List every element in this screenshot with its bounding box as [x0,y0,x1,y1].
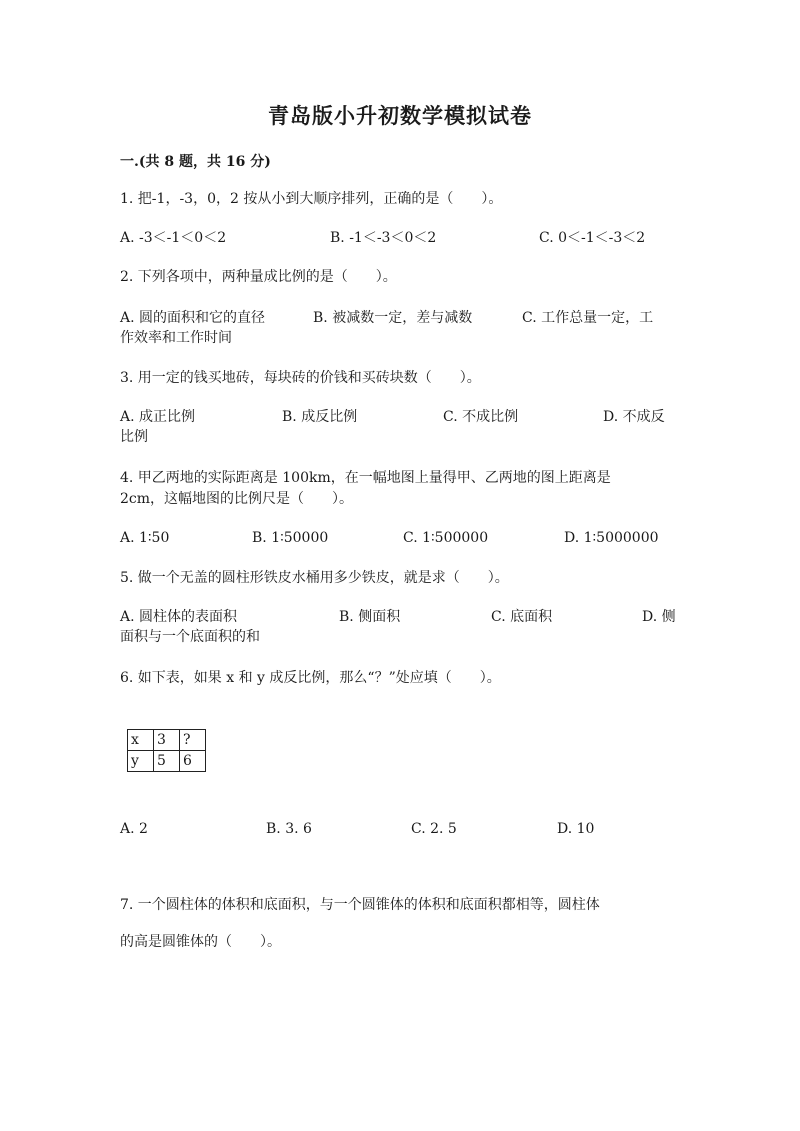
q3-option-a[interactable]: A. 成正比例 [120,409,196,425]
q1-option-a[interactable]: A. -3＜-1＜0＜2 [120,230,227,246]
question-3-stem: 3. 用一定的钱买地砖，每块砖的价钱和买砖块数（ ）。 [120,370,481,386]
xy-table [127,729,206,772]
question-4-stem-line1: 4. 甲乙两地的实际距离是 100km，在一幅地图上量得甲、乙两地的图上距离是 [120,470,611,486]
q1-option-b[interactable]: B. -1＜-3＜0＜2 [330,230,437,246]
q2-option-c-continuation: 作效率和工作时间 [120,330,232,346]
table-cell: 5 [154,751,180,772]
question-7-stem-line1: 7. 一个圆柱体的体积和底面积，与一个圆锥体的体积和底面积都相等，圆柱体 [120,897,600,913]
table-row [128,751,206,772]
question-4-stem-line2: 2cm，这幅地图的比例尺是（ ）。 [120,491,354,507]
q4-option-c[interactable]: C. 1∶500000 [403,530,489,546]
table-cell: y [128,751,154,772]
q5-option-d-continuation: 面积与一个底面积的和 [120,629,260,645]
section-heading: 一.(共 8 题，共 16 分) [120,154,271,170]
question-1-stem: 1. 把-1，-3，0，2 按从小到大顺序排列，正确的是（ ）。 [120,191,503,207]
q2-option-a[interactable]: A. 圆的面积和它的直径 [120,310,266,326]
q4-option-a[interactable]: A. 1∶50 [120,530,170,546]
question-6-stem: 6. 如下表，如果 x 和 y 成反比例，那么“？”处应填（ ）。 [120,670,501,686]
q6-option-a[interactable]: A. 2 [120,821,148,837]
q6-option-b[interactable]: B. 3. 6 [266,821,312,837]
q4-option-b[interactable]: B. 1∶50000 [252,530,329,546]
q6-option-c[interactable]: C. 2. 5 [411,821,457,837]
q4-option-d[interactable]: D. 1∶5000000 [564,530,659,546]
q3-option-d-continuation: 比例 [120,429,148,445]
table-cell: ? [180,730,206,751]
q2-option-b[interactable]: B. 被减数一定，差与减数 [313,310,473,326]
q3-option-c[interactable]: C. 不成比例 [443,409,519,425]
q1-option-c[interactable]: C. 0＜-1＜-3＜2 [539,230,646,246]
table-cell: x [128,730,154,751]
q3-option-d[interactable]: D. 不成反 [603,409,665,425]
table-cell: 3 [154,730,180,751]
question-7-stem-line2: 的高是圆锥体的（ ）。 [120,934,281,950]
q6-option-d[interactable]: D. 10 [557,821,595,837]
question-2-stem: 2. 下列各项中，两种量成比例的是（ ）。 [120,269,397,285]
q5-option-c[interactable]: C. 底面积 [491,609,553,625]
table-row [128,730,206,751]
q2-option-c[interactable]: C. 工作总量一定，工 [522,310,654,326]
q3-option-b[interactable]: B. 成反比例 [282,409,358,425]
q5-option-b[interactable]: B. 侧面积 [339,609,401,625]
question-5-stem: 5. 做一个无盖的圆柱形铁皮水桶用多少铁皮，就是求（ ）。 [120,570,509,586]
q5-option-a[interactable]: A. 圆柱体的表面积 [120,609,238,625]
table-cell: 6 [180,751,206,772]
q5-option-d[interactable]: D. 侧 [642,609,676,625]
exam-title: 青岛版小升初数学模拟试卷 [268,103,532,128]
